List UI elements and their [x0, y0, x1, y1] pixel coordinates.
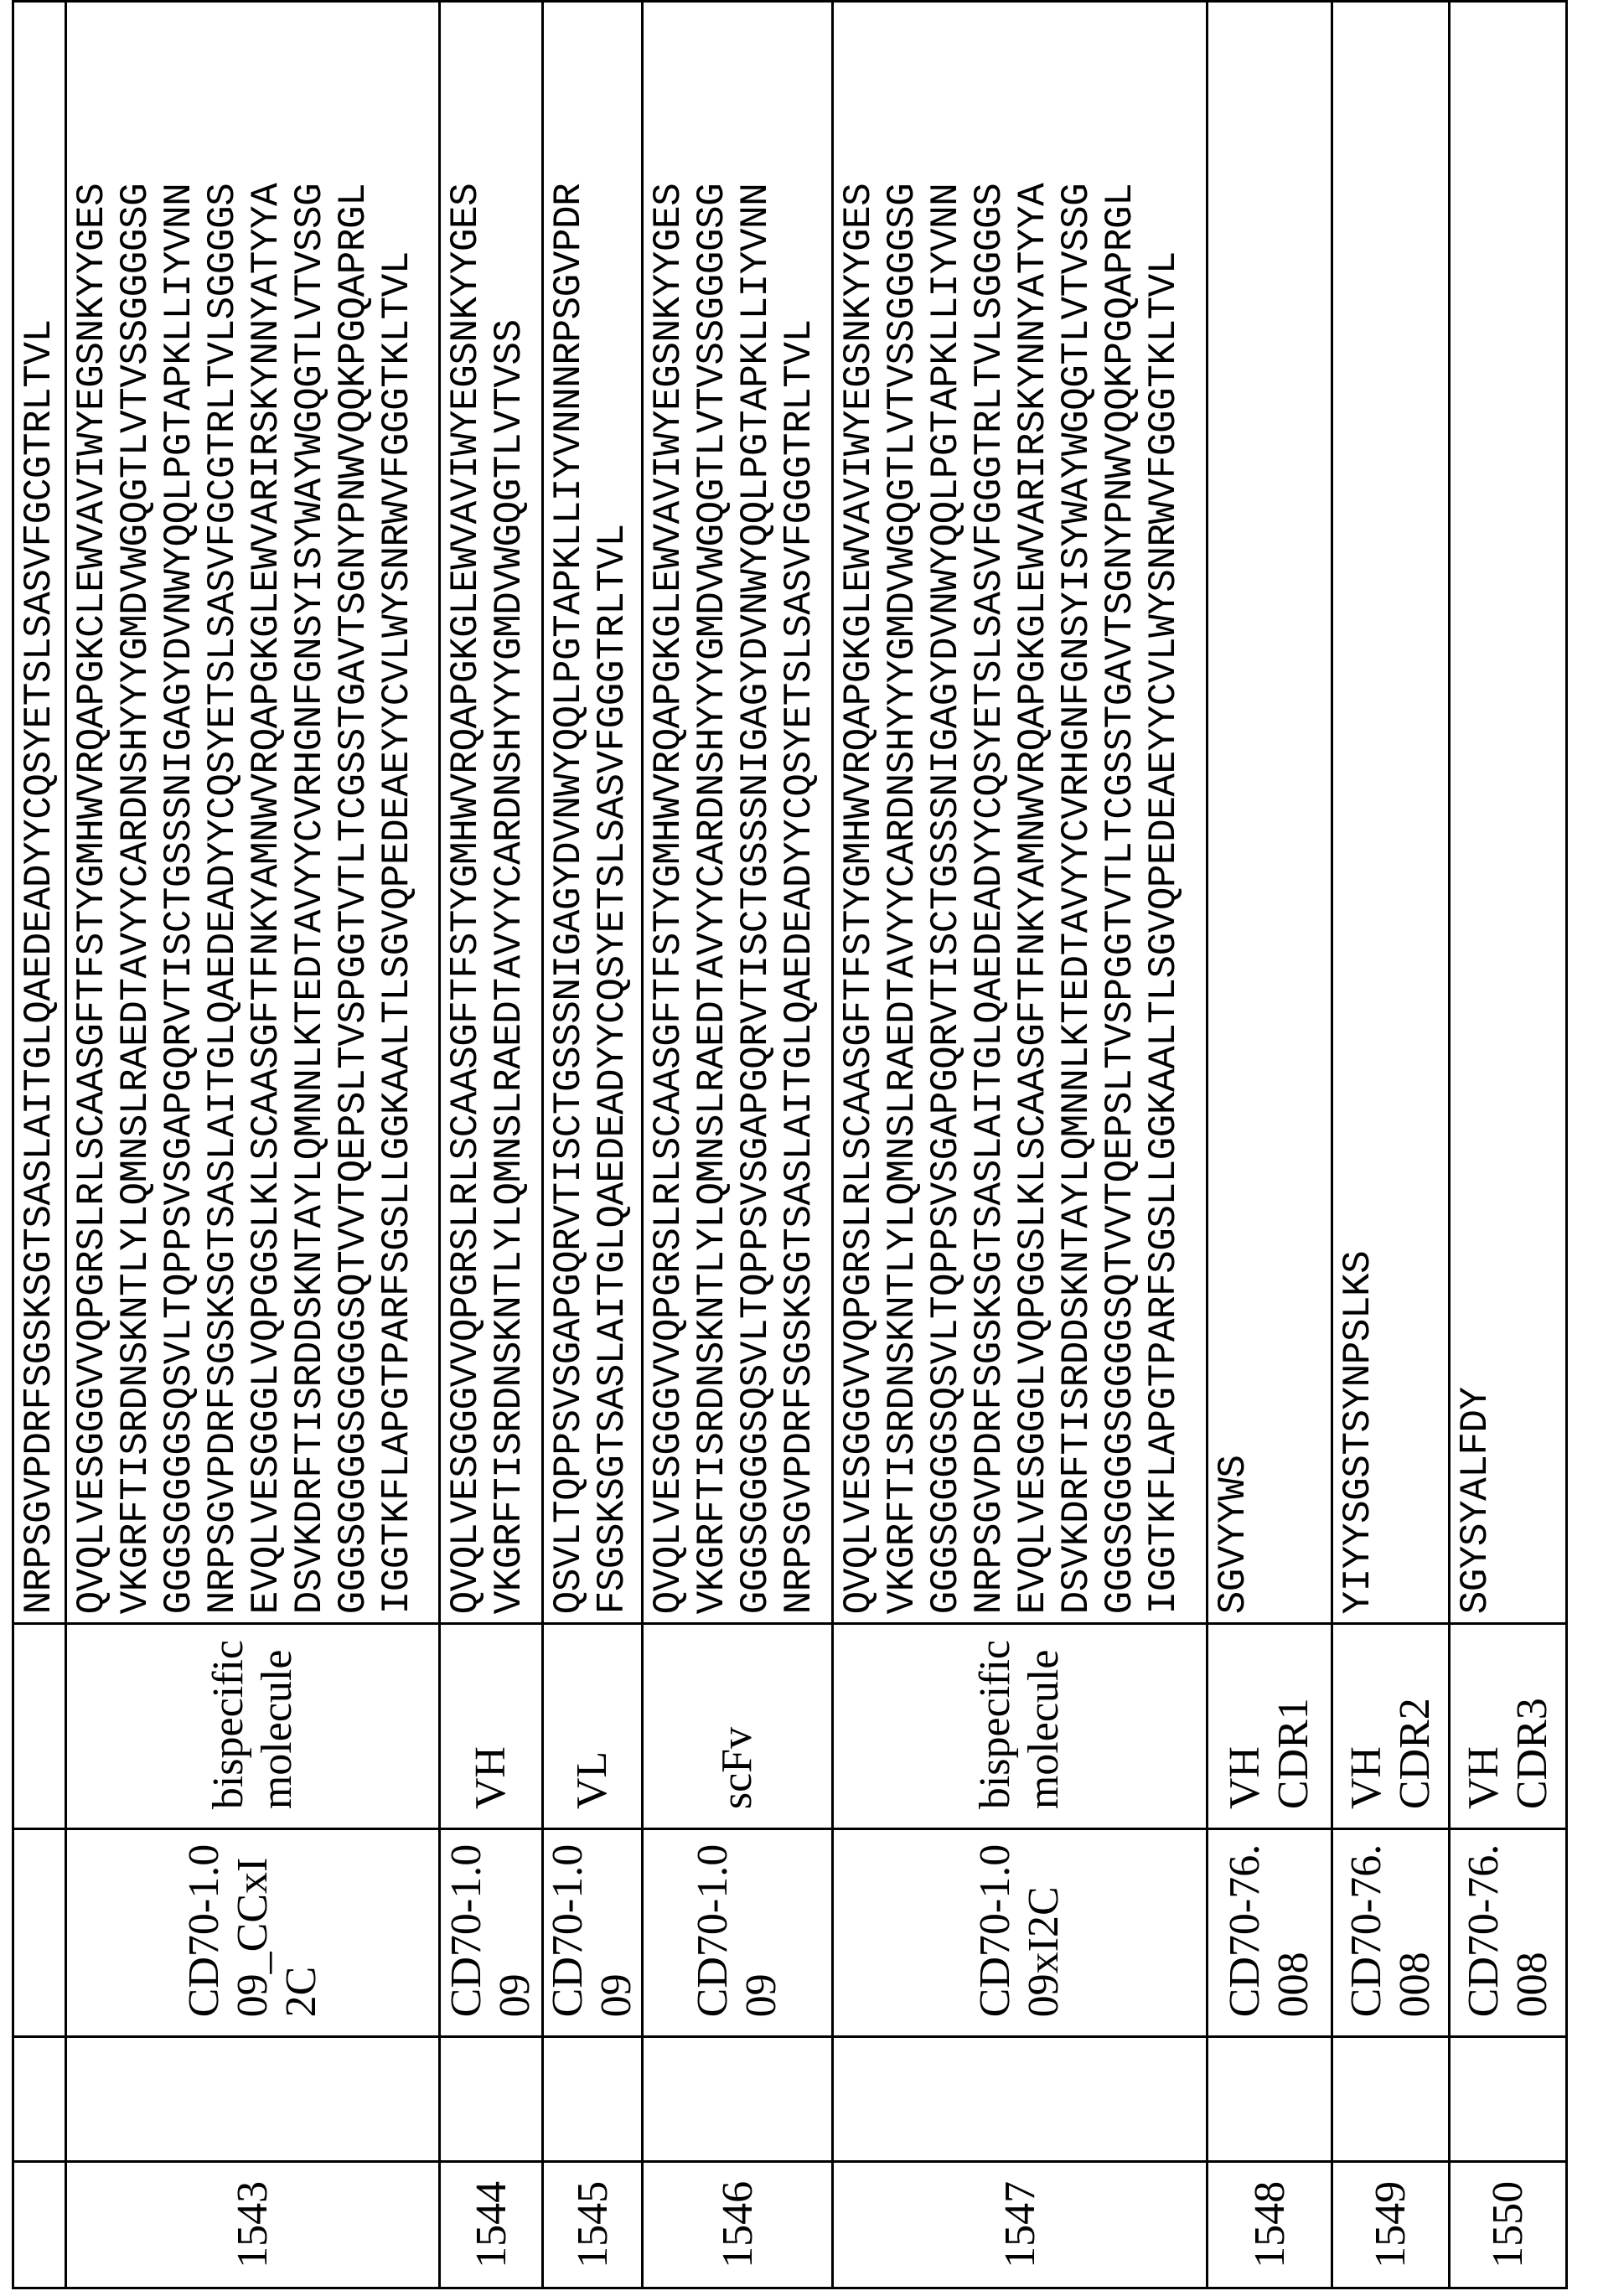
- construct-name-cell: [13, 1829, 66, 2037]
- sequence-table: [12, 0, 1568, 2289]
- empty-cell: [1450, 2037, 1567, 2161]
- sequence-cell: [1208, 2, 1332, 1624]
- sequence-line: GGGSGGGGSQSVLTQPPSVSGAPGQRVTISCTGSSSNIGAGYDVNWYQQLPGTAPKLLIYVNN: [158, 11, 201, 1614]
- empty-cell: [1208, 2037, 1332, 2161]
- empty-cell: [440, 2037, 543, 2161]
- seq-id-cell: 1545: [543, 2161, 643, 2288]
- sequence-line: DSVKDRFTISRDDSKNTAYLQMNNLKTEDTAVYYCVRHGNFGNSYISYWAYWGQGTLVTVSSG: [1055, 11, 1099, 1614]
- rotated-page: [0, 0, 1598, 2296]
- molecule-type-cell: VH CDR1: [1208, 1624, 1332, 1829]
- molecule-type-cell: VH: [440, 1624, 543, 1829]
- molecule-type-cell: VL: [543, 1624, 643, 1829]
- sequence-line: QSVLTQPPSVSGAPGQRVTISCTGSSSNIGAGYDVNWYQQLPGTAPKLLIYVNNNRPSGVPDR: [547, 11, 591, 1614]
- sequence-line: QVQLVESGGGVVQPGRSLRLSCAASGFTFSTYGMHWVRQAPGKGLEWVAVIWYEGSNKYYGES: [647, 11, 690, 1614]
- empty-cell: [543, 2037, 643, 2161]
- construct-name-cell: CD70-1.009: [643, 1829, 833, 2037]
- construct-name-cell: CD70-1.009: [440, 1829, 543, 2037]
- seq-id-cell: 1548: [1208, 2161, 1332, 2288]
- table-row: [1450, 2, 1567, 2288]
- sequence-cell: [66, 2, 440, 1624]
- construct-name-cell: CD70-76.008: [1450, 1829, 1567, 2037]
- empty-cell: [1332, 2037, 1450, 2161]
- seq-id-cell: 1546: [643, 2161, 833, 2288]
- seq-id-cell: 1543: [66, 2161, 440, 2288]
- molecule-type-cell: bispecific molecule: [66, 1624, 440, 1829]
- sequence-line: GGGSGGGGSQSVLTQPPSVSGAPGQRVTISCTGSSSNIGAGYDVNWYQQLPGTAPKLLIYVNN: [734, 11, 778, 1614]
- molecule-type-cell: VH CDR2: [1332, 1624, 1450, 1829]
- table-row: [1208, 2, 1332, 2288]
- sequence-line: EVQLVESGGGLVQPGGSLKLSCAASGFTFNKYAMNWVRQAPGKGLEWVARIRSKYNNYATYYA: [1011, 11, 1055, 1614]
- seq-id-cell: 1550: [1450, 2161, 1567, 2288]
- sequence-line: IGGTKFLAPGTPARFSGSLLGGKAALTLSGVQPEDEAEYYCVLWYSNRWVFGGGTKLTVL: [375, 11, 419, 1614]
- sequence-line: EVQLVESGGGLVQPGGSLKLSCAASGFTFNKYAMNWVRQAPGKGLEWVARIRSKYNNYATYYA: [245, 11, 288, 1614]
- seq-id-cell: 1549: [1332, 2161, 1450, 2288]
- construct-name-cell: CD70-1.009_CCxI2C: [66, 1829, 440, 2037]
- sequence-line: SGYSYALFDY: [1454, 11, 1497, 1614]
- sequence-line: NRPSGVPDRFSGSKSGTSASLAITGLQAEDEADYYCQSYETSLSASVFGCGTRLTVL: [18, 11, 61, 1614]
- table-row: [13, 2, 66, 2288]
- empty-cell: [643, 2037, 833, 2161]
- sequence-cell: [440, 2, 543, 1624]
- seq-id-cell: 1547: [833, 2161, 1208, 2288]
- seq-id-cell: 1544: [440, 2161, 543, 2288]
- table-row: [643, 2, 833, 2288]
- table-row: [440, 2, 543, 2288]
- sequence-line: IGGTKFLAPGTPARFSGSLLGGKAALTLSGVQPEDEAEYYCVLWYSNRWVFGGGTKLTVL: [1142, 11, 1186, 1614]
- molecule-type-cell: VH CDR3: [1450, 1624, 1567, 1829]
- table-row: [543, 2, 643, 2288]
- sequence-line: VKGRFTISRDNSKNTLYLQMNSLRAEDTAVYYCARDNSHYYYGMDVWGQGTLVTVSS: [488, 11, 531, 1614]
- table-row: [1332, 2, 1450, 2288]
- sequence-line: DSVKDRFTISRDDSKNTAYLQMNNLKTEDTAVYYCVRHGNFGNSYISYWAYWGQGTLVTVSSG: [288, 11, 332, 1614]
- sequence-line: NRPSGVPDRFSGSKSGTSASLAITGLQAEDEADYYCQSYETSLSASVFGGGTRLTVL: [778, 11, 821, 1614]
- sequence-line: FSGSKSGTSASLAITGLQAEDEADYYCQSYETSLSASVFGGGTRLTVL: [591, 11, 634, 1614]
- seq-id-cell: [13, 2161, 66, 2288]
- table-row: [833, 2, 1208, 2288]
- molecule-type-cell: bispecific molecule: [833, 1624, 1208, 1829]
- sequence-line: QVQLVESGGGVVQPGRSLRLSCAASGFTFSTYGMHWVRQAPGKGLEWVAVIWYEGSNKYYGES: [444, 11, 488, 1614]
- sequence-line: GGGSGGGGSQSVLTQPPSVSGAPGQRVTISCTGSSSNIGAGYDVNWYQQLPGTAPKLLIYVNN: [924, 11, 968, 1614]
- sequence-cell: [833, 2, 1208, 1624]
- molecule-type-cell: scFv: [643, 1624, 833, 1829]
- sequence-cell: [543, 2, 643, 1624]
- sequence-line: YIYYSGSTSYNPSLKS: [1337, 11, 1380, 1614]
- table-row: [66, 2, 440, 2288]
- construct-name-cell: CD70-1.009: [543, 1829, 643, 2037]
- sequence-cell: [643, 2, 833, 1624]
- sequence-cell: [1450, 2, 1567, 1624]
- sequence-line: NRPSGVPDRFSGSKSGTSASLAITGLQAEDEADYYCQSYETSLSASVFGGGTRLTVLSGGGGS: [968, 11, 1011, 1614]
- sequence-line: GGGSGGGGSGGGGSQTVVTQEPSLTVSPGGTVTLTCGSSTGAVTSGNYPNWVQQKPGQAPRGL: [332, 11, 375, 1614]
- sequence-cell: [1332, 2, 1450, 1624]
- empty-cell: [833, 2037, 1208, 2161]
- sequence-cell: [13, 2, 66, 1624]
- construct-name-cell: CD70-1.009xI2C: [833, 1829, 1208, 2037]
- table-body: [13, 2, 1567, 2288]
- molecule-type-cell: [13, 1624, 66, 1829]
- sequence-line: SGVYYWS: [1212, 11, 1255, 1614]
- construct-name-cell: CD70-76.008: [1208, 1829, 1332, 2037]
- sequence-line: GGGSGGGGSGGGGSQTVVTQEPSLTVSPGGTVTLTCGSSTGAVTSGNYPNWVQQKPGQAPRGL: [1099, 11, 1142, 1614]
- empty-cell: [66, 2037, 440, 2161]
- sequence-line: NRPSGVPDRFSGSKSGTSASLAITGLQAEDEADYYCQSYETSLSASVFGCGTRLTVLSGGGGS: [201, 11, 245, 1614]
- sequence-line: QVQLVESGGGVVQPGRSLRLSCAASGFTFSTYGMHWVRQAPGKGLEWVAVIWYEGSNKYYGES: [837, 11, 881, 1614]
- sequence-line: QVQLVESGGGVVQPGRSLRLSCAASGFTFSTYGMHWVRQAPGKCLEWVAVIWYEGSNKYYGES: [70, 11, 114, 1614]
- empty-cell: [13, 2037, 66, 2161]
- construct-name-cell: CD70-76.008: [1332, 1829, 1450, 2037]
- sequence-line: VKGRFTISRDNSKNTLYLQMNSLRAEDTAVYYCARDNSHYYYGMDVWGQGTLVTVSSGGGGSG: [881, 11, 924, 1614]
- sequence-line: VKGRFTISRDNSKNTLYLQMNSLRAEDTAVYYCARDNSHYYYGMDVWGQGTLVTVSSGGGGSG: [114, 11, 158, 1614]
- sequence-line: VKGRFTISRDNSKNTLYLQMNSLRAEDTAVYYCARDNSHYYYGMDVWGQGTLVTVSSGGGGSG: [690, 11, 734, 1614]
